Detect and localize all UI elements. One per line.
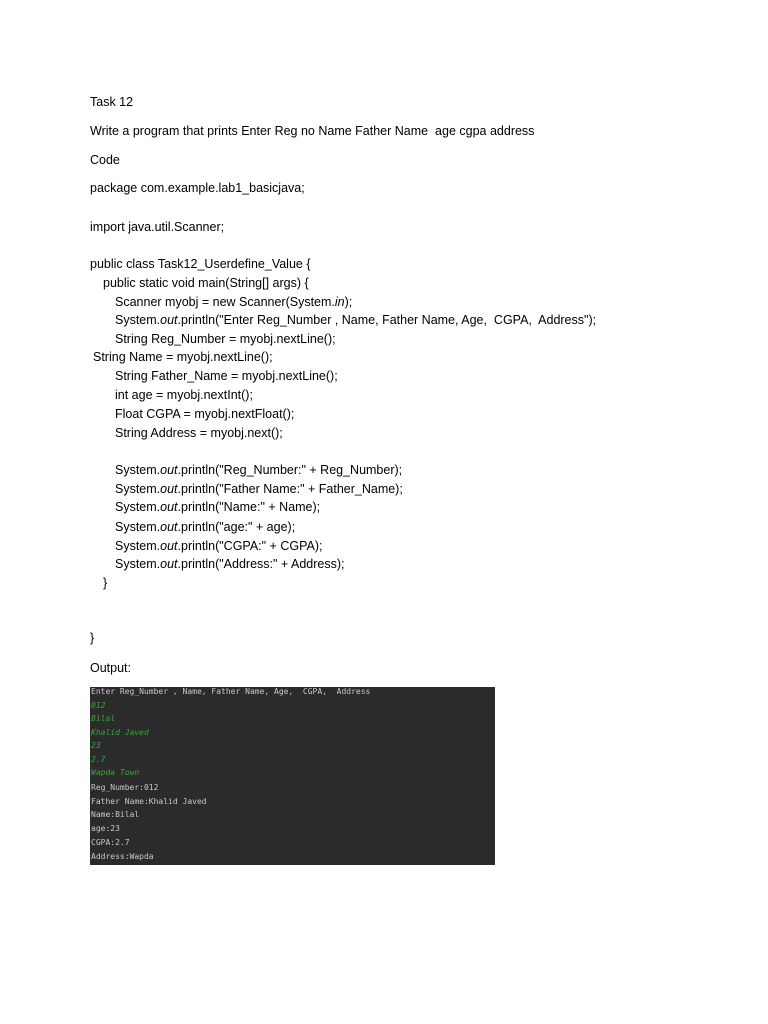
code-print-address: System.out.println("Address:" + Address); [115,557,345,571]
code-print-age: System.out.println("age:" + age); [115,520,296,534]
terminal-input-line: Bilal [91,714,116,723]
terminal-output-line: Address:Wapda [91,852,154,861]
terminal-input-line: Khalid Javed [91,728,149,737]
terminal-input-line: Wapda Town [91,768,140,777]
code-reg-line: String Reg_Number = myobj.nextLine(); [115,332,336,346]
output-terminal-screenshot [90,687,495,865]
code-age-line: int age = myobj.nextInt(); [115,388,253,402]
terminal-output-line: Reg_Number:012 [91,783,159,792]
terminal-line: Enter Reg_Number , Name, Father Name, Age, CGPA, Address [91,687,371,696]
terminal-output-line: Name:Bilal [91,810,140,819]
code-import-line: import java.util.Scanner; [90,220,225,234]
terminal-input-line: 23 [91,741,101,750]
code-print-reg: System.out.println("Reg_Number:" + Reg_Number); [115,463,403,477]
terminal-output-line: CGPA:2.7 [91,838,130,847]
code-print-name: System.out.println("Name:" + Name); [115,500,321,514]
terminal-input-line: 2.7 [91,755,106,764]
code-name-line: String Name = myobj.nextLine(); [93,350,273,364]
code-heading: Code [90,153,120,167]
code-father-line: String Father_Name = myobj.nextLine(); [115,369,338,383]
code-print-father: System.out.println("Father Name:" + Father_Name); [115,482,403,496]
terminal-output-line: Father Name:Khalid Javed [91,797,207,806]
output-heading: Output: [90,661,131,675]
code-package-line: package com.example.lab1_basicjava; [90,181,305,195]
code-print-cgpa: System.out.println("CGPA:" + CGPA); [115,539,323,553]
code-address-line: String Address = myobj.next(); [115,426,283,440]
code-cgpa-line: Float CGPA = myobj.nextFloat(); [115,407,295,421]
code-main-declaration: public static void main(String[] args) { [103,276,309,290]
code-println-prompt: System.out.println("Enter Reg_Number , Name, Father Name, Age, CGPA, Address"); [115,313,597,327]
code-class-declaration: public class Task12_Userdefine_Value { [90,257,311,271]
task-title: Task 12 [90,95,134,109]
task-description: Write a program that prints Enter Reg no Name Father Name age cgpa address [90,124,535,138]
code-scanner-line: Scanner myobj = new Scanner(System.in); [115,295,353,309]
code-close-method: } [103,576,108,590]
terminal-output-line: age:23 [91,824,120,833]
terminal-input-line: 012 [91,701,106,710]
code-close-class: } [90,631,95,645]
